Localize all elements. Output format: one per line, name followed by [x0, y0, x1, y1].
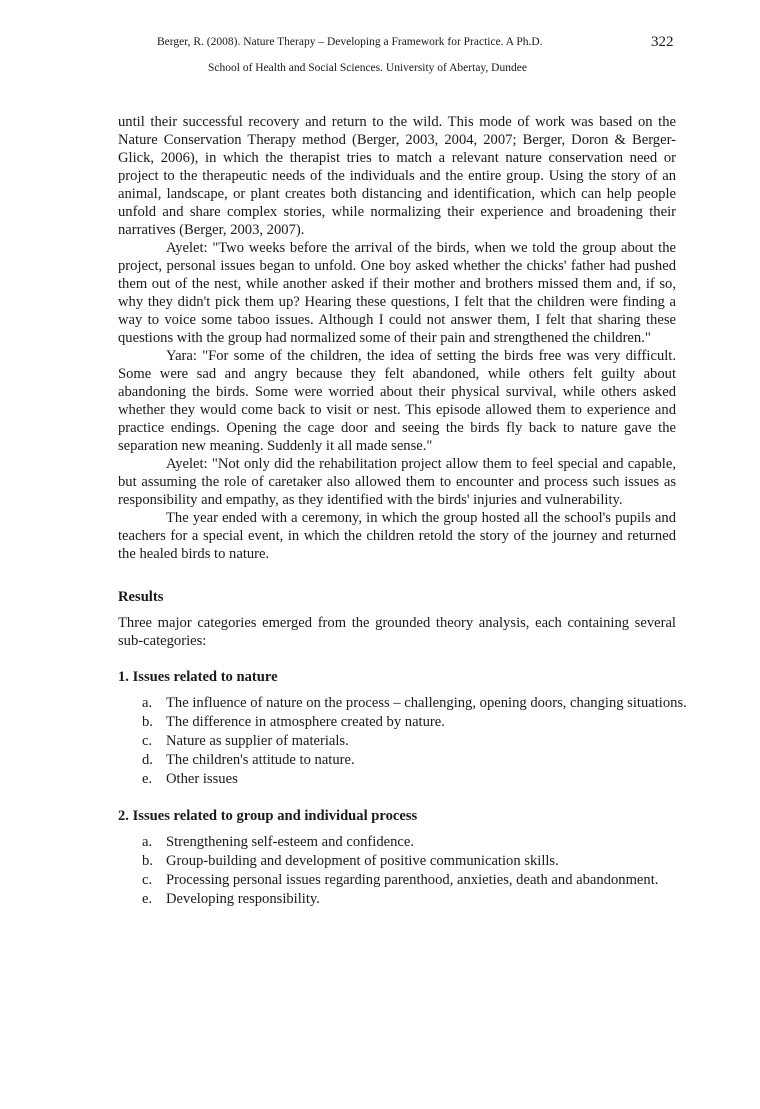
list-item [118, 713, 703, 732]
results-intro: Three major categories emerged from the grounded theory analysis, each containing several sub-categories: [118, 615, 676, 649]
paragraph: Yara: "For some of the children, the idea of setting the birds free was very difficult. Some were sad and angry because they felt abandoned, while others felt guilty about abandoning the birds. Some were worried about their physical survival, while others asked whether they would come back to visit or nest. This episode allowed them to experience and practice endings. Opening the cage door and seeing the birds fly back to nature gave the separation new meaning. Suddenly it all made sense." [118, 348, 676, 454]
list-item [118, 890, 703, 909]
list-item-text: Nature as supplier of materials. [166, 733, 349, 749]
list-item-text: Developing responsibility. [166, 891, 320, 907]
header-citation: Berger, R. (2008). Nature Therapy – Developing a Framework for Practice. A Ph.D. [157, 36, 543, 48]
list-item [118, 833, 703, 852]
page-number: 322 [651, 34, 674, 50]
document-body [118, 113, 687, 909]
list-item [118, 871, 703, 890]
list-item-text: Other issues [166, 771, 238, 787]
header-institution: School of Health and Social Sciences. University of Abertay, Dundee [208, 62, 527, 74]
list-marker: d. [142, 752, 153, 768]
list-marker: c. [142, 872, 153, 888]
list-marker: a. [142, 695, 153, 711]
paragraph: Ayelet: "Not only did the rehabilitation project allow them to feel special and capable, but assuming the role of caretaker also allowed them to encounter and process such issues as responsibility and empathy, as they identified with the birds' injuries and vulnerability. [118, 456, 676, 508]
list-item-text: The children's attitude to nature. [166, 752, 355, 768]
list-item [118, 770, 703, 789]
list-item-text: Group-building and development of positive communication skills. [166, 853, 559, 869]
list-marker: c. [142, 733, 153, 749]
list-item-text: Processing personal issues regarding parenthood, anxieties, death and abandonment. [166, 872, 659, 888]
results-heading: Results [118, 589, 164, 605]
section-heading: 1. Issues related to nature [118, 669, 278, 685]
paragraph: Ayelet: "Two weeks before the arrival of the birds, when we told the group about the project, personal issues began to unfold. One boy asked whether the chicks' father had pushed them out of the nest, while another asked if their mother and brothers missed them and, if so, why they didn't pick them up? Hearing these questions, I felt that the children were finding a way to voice some taboo issues. Although I could not answer them, I felt that sharing these questions with the group had normalized some of their pain and strengthened the children." [118, 240, 676, 346]
category-list [118, 833, 703, 909]
list-item-text: The influence of nature on the process – challenging, opening doors, changing situations. [166, 695, 687, 711]
list-marker: b. [142, 853, 153, 869]
list-item-text: The difference in atmosphere created by nature. [166, 714, 445, 730]
category-list [118, 694, 703, 789]
list-marker: b. [142, 714, 153, 730]
section-heading: 2. Issues related to group and individual process [118, 808, 418, 824]
list-item [118, 694, 703, 713]
list-item [118, 732, 703, 751]
list-item [118, 751, 703, 770]
list-marker: e. [142, 891, 153, 907]
list-item-text: Strengthening self-esteem and confidence. [166, 834, 415, 850]
list-marker: e. [142, 771, 153, 787]
paragraph: until their successful recovery and return to the wild. This mode of work was based on the Nature Conservation Therapy method (Berger, 2003, 2004, 2007; Berger, Doron & Berger-Glick, 2006), in which the therapist tries to match a relevant nature conservation need or project to the therapeutic needs of the individuals and the entire group. Using the story of an animal, landscape, or plant creates both distancing and identification, which can help people unfold and share complex stories, while normalizing their experience and broadening their narratives (Berger, 2003, 2007). [118, 114, 676, 238]
paragraph: The year ended with a ceremony, in which the group hosted all the school's pupils and teachers for a special event, in which the children retold the story of the journey and returned the healed birds to nature. [118, 510, 676, 562]
list-marker: a. [142, 834, 153, 850]
list-item [118, 852, 703, 871]
